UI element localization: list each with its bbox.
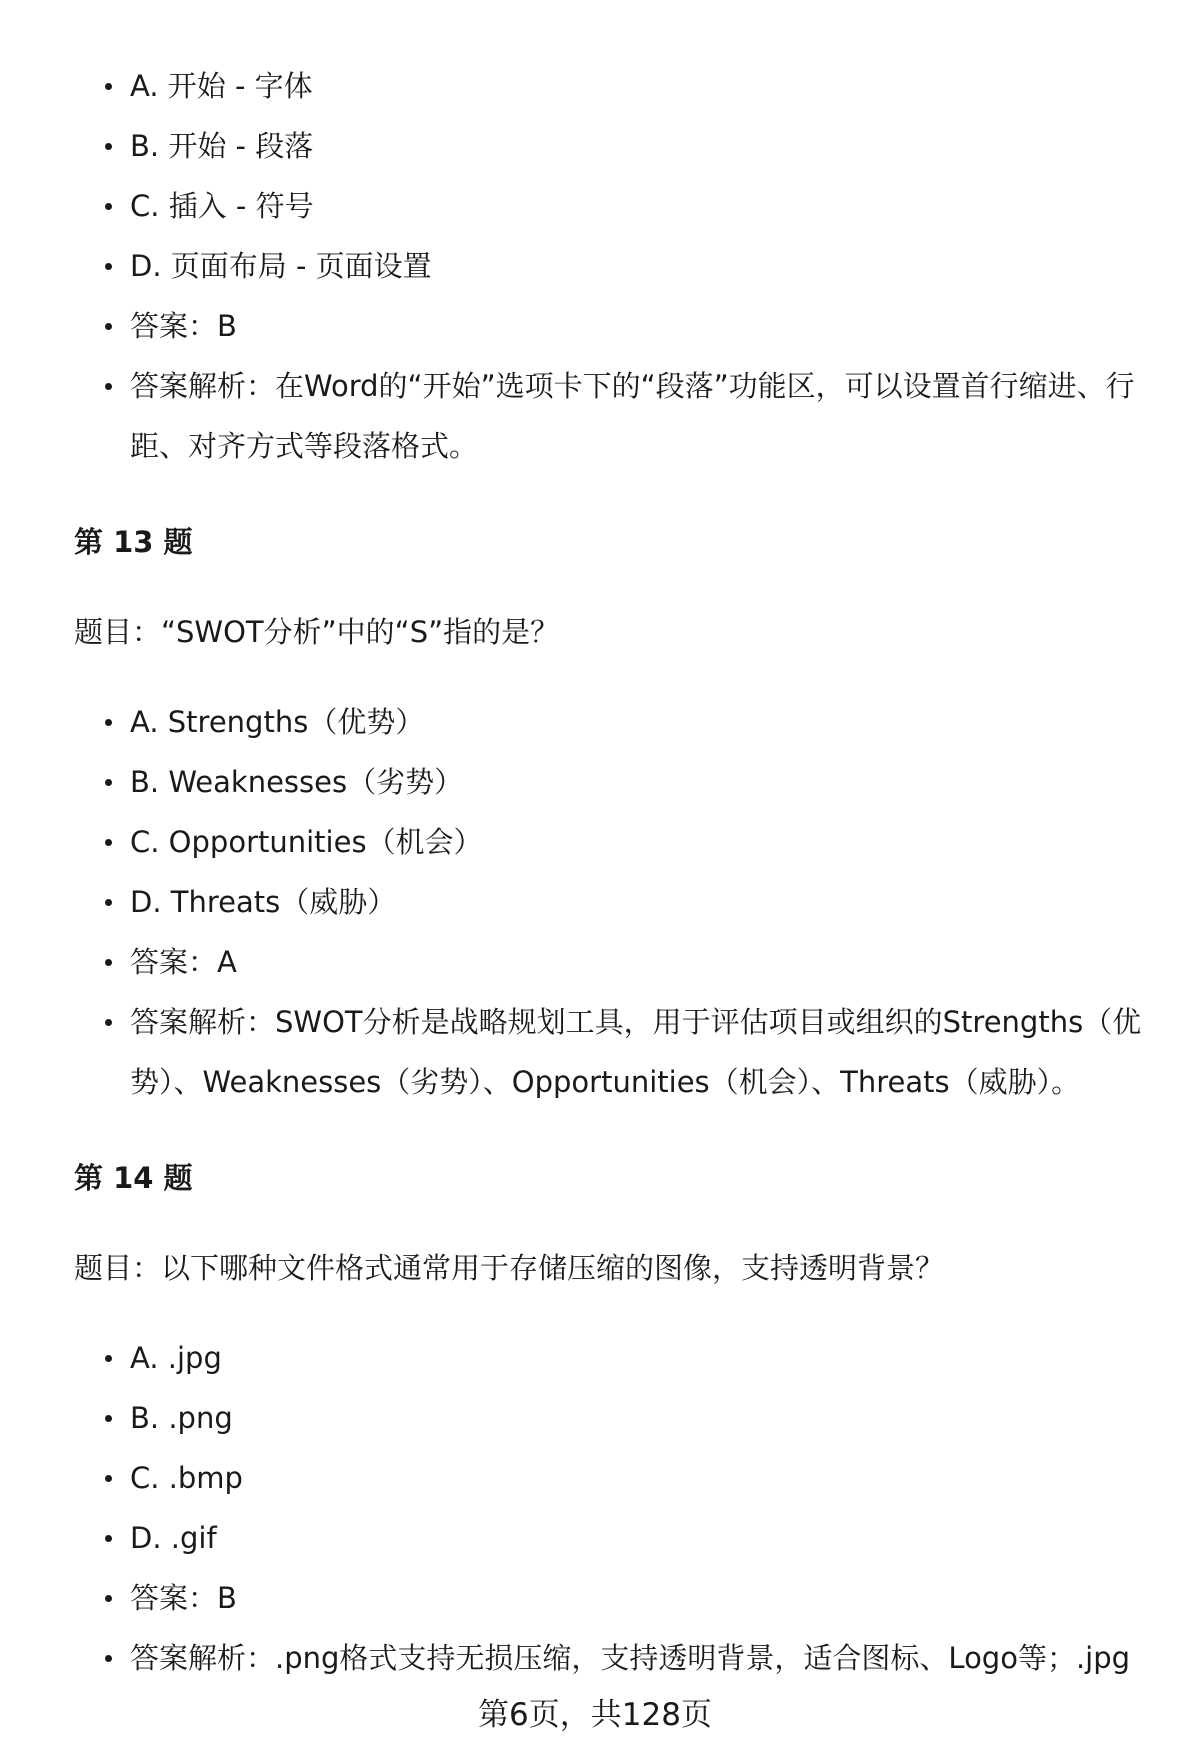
answer-explanation: 答案解析：SWOT分析是战略规划工具，用于评估项目或组织的Strengths（优势）、Weaknesses（劣势）、Opportunities（机会）、Threats（威胁）。 (74, 992, 1169, 1112)
answer-explanation: 答案解析：.png格式支持无损压缩，支持透明背景，适合图标、Logo等；.jpg (74, 1628, 1169, 1688)
option-d: D. 页面布局 - 页面设置 (74, 236, 1169, 296)
question-14-stem: 题目：以下哪种文件格式通常用于存储压缩的图像，支持透明背景？ (74, 1251, 945, 1285)
option-b: B. .png (74, 1388, 1169, 1448)
question-13-options (74, 692, 1169, 1112)
page-number-footer: 第6页，共128页 (478, 1697, 712, 1733)
option-c: C. .bmp (74, 1448, 1169, 1508)
question-13-stem: 题目：“SWOT分析”中的“S”指的是？ (74, 615, 560, 649)
option-c: C. Opportunities（机会） (74, 812, 1169, 872)
option-d: D. Threats（威胁） (74, 872, 1169, 932)
page-content (74, 56, 1169, 1688)
option-a: A. Strengths（优势） (74, 692, 1169, 752)
option-c: C. 插入 - 符号 (74, 176, 1169, 236)
option-b: B. 开始 - 段落 (74, 116, 1169, 176)
question-12-options (74, 56, 1169, 476)
answer: 答案：B (74, 1568, 1169, 1628)
answer-explanation: 答案解析：在Word的“开始”选项卡下的“段落”功能区，可以设置首行缩进、行距、对齐方式等段落格式。 (74, 356, 1169, 476)
question-14-heading: 第 14 题 (74, 1161, 193, 1195)
question-13-heading: 第 13 题 (74, 525, 193, 559)
question-14-options (74, 1328, 1169, 1688)
answer: 答案：A (74, 932, 1169, 992)
option-d: D. .gif (74, 1508, 1169, 1568)
option-a: A. 开始 - 字体 (74, 56, 1169, 116)
option-a: A. .jpg (74, 1328, 1169, 1388)
option-b: B. Weaknesses（劣势） (74, 752, 1169, 812)
answer: 答案：B (74, 296, 1169, 356)
